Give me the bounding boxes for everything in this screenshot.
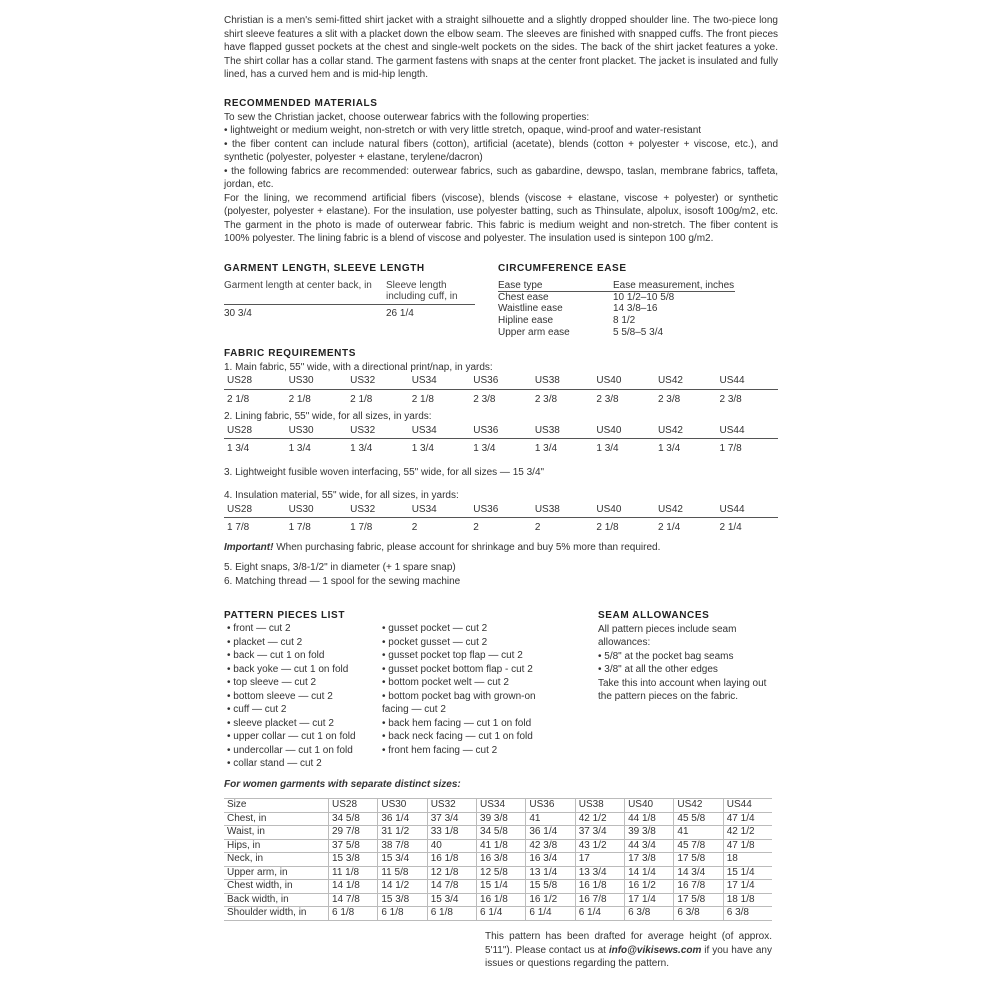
pattern-piece: • placket — cut 2 [227,636,303,648]
table-cell: 14 3/4 [674,866,723,880]
table-cell: 6 1/4 [575,907,624,921]
table-cell: 6 1/8 [378,907,427,921]
pattern-piece: • undercollar — cut 1 on fold [227,744,353,756]
yardage-row [224,518,778,535]
size-label: US34 [411,375,437,386]
yardage-value: 1 3/4 [288,443,311,454]
yardage-value: 1 3/4 [411,443,434,454]
yardage-value: 1 7/8 [227,522,250,533]
pattern-piece: • bottom pocket bag with grown-on [382,690,536,702]
measurement-row [224,812,772,826]
pattern-piece: • back hem facing — cut 1 on fold [382,717,532,729]
interfacing-text: 3. Lightweight fusible woven interfacing, 55" wide, for all sizes — 15 3/4" [224,466,545,478]
important-text: When purchasing fabric, please account for shrinkage and buy 5% more than required. [273,541,661,553]
materials-heading: RECOMMENDED MATERIALS [224,98,378,109]
table-cell: 39 3/8 [477,812,526,826]
table-cell: 45 7/8 [674,839,723,853]
table-cell: Shoulder width, in [224,907,329,921]
lining-label: 2. Lining fabric, 55" wide, for all sizes, in yards: [224,411,432,422]
table-cell: 16 3/8 [477,853,526,867]
table-cell: 14 1/4 [625,866,674,880]
length-heading: GARMENT LENGTH, SLEEVE LENGTH [224,263,425,274]
table-cell: 17 5/8 [674,893,723,907]
table-cell: 15 3/4 [378,853,427,867]
size-header-row [224,424,778,440]
table-cell: 45 5/8 [674,812,723,826]
yardage-value: 1 3/4 [657,443,681,454]
ease-section [498,262,735,339]
pieces-title: PATTERN PIECES LIST [224,610,346,621]
table-cell: 47 1/8 [723,839,772,853]
table-cell: 41 [674,826,723,840]
intro-paragraph: Christian is a men's semi-fitted shirt jacket with a straight silhouette and a slightly dropped shoulder line. The two-piece long shirt sleeve features a slit with a placket down the elbow seam. The sleeves are finished with snapped cuffs. The front pieces have flapped gusset pockets at the chest and single-welt pockets on the sides. The back of the shirt jacket features a yoke. The shirt collar has a collar stand. The garment fastens with snaps at the center front placket. The jacket is insulated and fully lined, has a curved hem and is mid-hip length. [224,15,778,80]
table-cell: 11 5/8 [378,866,427,880]
table-cell: 44 3/4 [625,839,674,853]
table-cell: US32 [427,799,476,813]
insulation-label: 4. Insulation material, 55" wide, for all sizes, in yards: [224,490,459,501]
table-cell: 16 1/2 [625,880,674,894]
ease-row [498,315,735,327]
table-cell: 36 1/4 [526,826,575,840]
ease-value: 10 1/2–10 5/8 [613,291,675,303]
table-cell: 14 7/8 [427,880,476,894]
yardage-value: 1 3/4 [534,443,558,454]
measurement-row [224,826,772,840]
materials-line: • lightweight or medium weight, non-stretch or with very little stretch, opaque, wind-proof and water-resistant [224,125,702,136]
footer-note [485,930,772,971]
size-label: US30 [288,375,314,386]
table-cell: 42 3/8 [526,839,575,853]
yardage-value: 2 1/8 [411,393,434,405]
sleeve-length-header: Sleeve length including cuff, in [386,279,458,302]
materials-line: To sew the Christian jacket, choose outerwear fabrics with the following properties: [224,111,590,123]
table-cell: Waist, in [224,826,329,840]
seam-line: Take this into account when laying out the pattern pieces on the fabric. [598,677,767,702]
yardage-value: 1 3/4 [350,443,373,454]
insulation-table [224,503,778,535]
table-cell: 6 1/8 [329,907,378,921]
seam-section [598,609,768,704]
pattern-piece: • sleeve placket — cut 2 [227,717,334,729]
yardage-value: 2 3/8 [596,393,619,405]
yardage-value: 2 [534,522,541,533]
ease-measure-header: Ease measurement, inches [613,279,735,291]
lining-table [224,424,778,456]
ease-row [498,327,735,339]
size-label: US34 [411,424,437,436]
yardage-value: 1 7/8 [288,522,311,533]
yardage-value: 2 1/8 [288,393,311,405]
table-cell: 41 1/8 [477,839,526,853]
yardage-value: 2 [411,522,418,533]
table-cell: 16 3/4 [526,853,575,867]
yardage-value: 1 3/4 [596,443,619,454]
footer-text: This pattern has been drafted for average height (of approx. 5'11"). Please contact us at [485,931,772,956]
seam-line: All pattern pieces include seam allowances: [598,623,737,648]
table-cell: 29 7/8 [329,826,378,840]
materials-section [224,97,778,246]
table-cell: 11 1/8 [329,866,378,880]
size-label: US44 [719,424,745,436]
table-cell: 42 1/2 [723,826,772,840]
size-label: US30 [288,503,314,515]
table-cell: 44 1/8 [625,812,674,826]
yardage-row [224,439,778,456]
table-cell: Upper arm, in [224,866,329,880]
table-cell: US36 [526,799,575,813]
table-cell: 14 1/8 [329,880,378,894]
table-cell: 39 3/8 [625,826,674,840]
size-label: US40 [596,375,622,386]
table-cell: 17 5/8 [674,853,723,867]
table-cell: 33 1/8 [427,826,476,840]
main-fabric-label: 1. Main fabric, 55" wide, with a directional print/nap, in yards: [224,361,493,373]
table-cell: US30 [378,799,427,813]
table-cell: US40 [625,799,674,813]
size-label: US42 [657,503,683,515]
size-label: US32 [350,503,376,515]
table-cell: 15 3/8 [329,853,378,867]
table-cell: 17 [575,853,624,867]
measurement-row [224,866,772,880]
table-cell: Chest width, in [224,880,329,894]
pattern-piece: facing — cut 2 [382,704,446,715]
table-cell: US38 [575,799,624,813]
size-label: US38 [534,375,560,386]
pieces-col-1 [227,622,377,771]
measurement-row [224,907,772,921]
materials-line: For the lining, we recommend artificial fibers (viscose), blends (viscose + elastane, viscose + polyester) or synthetic (polyester, polyester + elastane). For the insulation, use polyester batting, such as Thinsulate, alpolux, isosoft 100g/m2, etc. The garment in the photo is made of outerwear fabric. This fabric is medium weight and non-stretch. The fiber content is 100% polyester. The lining fabric is a blend of viscose and polyester. The insulation used is sintepon 100 g/m2. [224,192,778,244]
table-cell: 15 3/4 [427,893,476,907]
table-cell: 47 1/4 [723,812,772,826]
table-cell: 12 5/8 [477,866,526,880]
ease-row [498,292,735,304]
table-cell: 6 3/8 [723,907,772,921]
table-cell: 16 1/8 [427,853,476,867]
table-cell: 40 [427,839,476,853]
size-label: US36 [473,424,499,436]
table-cell: 6 1/4 [477,907,526,921]
table-cell: US44 [723,799,772,813]
size-label: US28 [227,503,253,515]
size-label: US32 [350,375,376,386]
garment-length-header: Garment length at center back, in [224,279,372,291]
pattern-piece: • back yoke — cut 1 on fold [227,663,349,675]
table-cell: Back width, in [224,893,329,907]
table-cell: 37 3/4 [427,812,476,826]
pattern-piece: • bottom pocket welt — cut 2 [382,677,509,688]
materials-line: • the following fabrics are recommended: outerwear fabrics, such as gabardine, dewspo, taslan, membrane fabrics, taffeta, jordan, etc. [224,165,778,190]
table-cell: 17 3/8 [625,853,674,867]
yardage-row [224,390,778,407]
materials-lines [224,111,778,246]
table-cell: 43 1/2 [575,839,624,853]
pattern-piece: • cuff — cut 2 [227,704,287,715]
important-label: Important! [224,541,274,553]
pattern-piece: • gusset pocket top flap — cut 2 [382,650,523,661]
yardage-value: 2 3/8 [719,393,742,405]
table-cell: Size [224,799,329,813]
size-label: US38 [534,424,560,436]
table-cell: 17 1/4 [625,893,674,907]
table-cell: 16 7/8 [575,893,624,907]
snaps-text: 5. Eight snaps, 3/8-1/2" in diameter (+ 1 spare snap) [224,562,456,573]
size-label: US44 [719,503,745,515]
important-note [224,541,778,555]
table-cell: 42 1/2 [575,812,624,826]
garment-length-value: 30 3/4 [224,307,252,319]
ease-value: 8 1/2 [613,315,636,327]
table-cell: 6 1/8 [427,907,476,921]
table-cell: 16 1/8 [575,880,624,894]
size-label: US34 [411,503,437,515]
table-cell: 37 3/4 [575,826,624,840]
measurement-row [224,893,772,907]
ease-value: 14 3/8–16 [613,303,658,315]
ease-type: Upper arm ease [498,326,570,338]
table-cell: 34 5/8 [477,826,526,840]
email-link[interactable]: info@vikisews.com [608,944,702,956]
table-cell: Chest, in [224,812,329,826]
size-label: US30 [288,424,314,436]
pattern-piece: • front hem facing — cut 2 [382,744,498,756]
size-label: US32 [350,424,376,436]
size-label: US40 [596,424,622,436]
table-cell: 16 1/2 [526,893,575,907]
table-cell: 34 5/8 [329,812,378,826]
table-cell: 6 1/4 [526,907,575,921]
women-heading: For women garments with separate distinct sizes: [224,779,461,790]
size-label: US44 [719,375,745,386]
ease-type: Hipline ease [498,315,554,327]
table-cell: 13 3/4 [575,866,624,880]
size-header-row [224,374,778,390]
table-cell: 17 1/4 [723,880,772,894]
ease-row [498,303,735,315]
table-cell: 14 7/8 [329,893,378,907]
pattern-piece: • gusset pocket bottom flap - cut 2 [382,663,533,675]
pattern-piece: • back — cut 1 on fold [227,650,325,661]
measurement-row [224,839,772,853]
table-cell: 6 3/8 [674,907,723,921]
ease-value: 5 5/8–5 3/4 [613,326,664,338]
size-label: US42 [657,424,683,436]
size-header-row [224,503,778,519]
pattern-piece: • collar stand — cut 2 [227,758,322,769]
yardage-value: 1 3/4 [473,443,496,454]
table-cell: US28 [329,799,378,813]
footer-text-end: if you have any issues or questions regarding the pattern. [485,944,772,969]
pattern-piece: • gusset pocket — cut 2 [382,623,488,634]
table-cell: 15 1/4 [723,866,772,880]
table-cell: 41 [526,812,575,826]
yardage-value: 1 3/4 [227,443,250,454]
table-cell: 15 3/8 [378,893,427,907]
pieces-heading [224,609,345,623]
seam-heading: SEAM ALLOWANCES [598,610,710,621]
yardage-value: 1 7/8 [719,443,742,454]
table-cell: US42 [674,799,723,813]
sleeve-length-value: 26 1/4 [386,307,414,319]
pattern-piece: • pocket gusset — cut 2 [382,636,488,648]
size-label: US38 [534,503,560,515]
measurement-row [224,853,772,867]
materials-line: • the fiber content can include natural fibers (cotton), artificial (acetate), blends (cotton + polyester + viscose, etc.), and synthetic (polyester, polyester + elastane, terylene/dacron) [224,138,778,163]
yardage-value: 2 [473,522,479,533]
table-cell: 18 1/8 [723,893,772,907]
table-cell: 18 [723,853,772,867]
table-cell: 36 1/4 [378,812,427,826]
yardage-value: 2 1/8 [227,393,250,405]
yardage-value: 2 1/4 [719,522,742,533]
length-section [224,262,475,320]
yardage-value: 2 3/8 [534,393,558,405]
size-label: US36 [473,503,499,515]
main-fabric-table [224,374,778,406]
yardage-value: 2 1/8 [596,522,619,533]
yardage-value: 2 1/4 [657,522,681,533]
pattern-piece: • bottom sleeve — cut 2 [227,690,333,702]
ease-type-header: Ease type [498,279,543,291]
yardage-value: 2 3/8 [473,393,496,405]
size-label: US42 [657,375,683,386]
seam-line: • 3/8" at all the other edges [598,664,718,675]
fabric-section [224,347,778,588]
yardage-value: 2 1/8 [350,393,373,405]
size-label: US36 [473,375,499,386]
table-cell: 31 1/2 [378,826,427,840]
pieces-col-2 [382,622,562,757]
ease-type: Waistline ease [498,303,563,315]
pattern-piece: • top sleeve — cut 2 [227,677,317,688]
size-label: US28 [227,375,253,386]
size-label: US28 [227,424,253,436]
seam-line: • 5/8" at the pocket bag seams [598,650,734,662]
pattern-piece: • front — cut 2 [227,623,291,634]
table-cell: 14 1/2 [378,880,427,894]
pattern-piece: • back neck facing — cut 1 on fold [382,731,533,742]
ease-type: Chest ease [498,291,549,303]
table-cell: 16 1/8 [477,893,526,907]
table-cell: 15 1/4 [477,880,526,894]
yardage-value: 2 3/8 [657,393,681,405]
table-cell: Hips, in [224,839,329,853]
pattern-piece: • upper collar — cut 1 on fold [227,731,356,742]
table-cell: 15 5/8 [526,880,575,894]
table-cell: 37 5/8 [329,839,378,853]
thread-text: 6. Matching thread — 1 spool for the sewing machine [224,575,461,587]
table-cell: Neck, in [224,853,329,867]
ease-heading: CIRCUMFERENCE EASE [498,263,627,274]
size-label: US40 [596,503,622,515]
table-cell: 38 7/8 [378,839,427,853]
table-cell: 12 1/8 [427,866,476,880]
table-cell: 16 7/8 [674,880,723,894]
table-cell: 13 1/4 [526,866,575,880]
measurement-row [224,880,772,894]
fabric-heading: FABRIC REQUIREMENTS [224,348,356,359]
yardage-value: 1 7/8 [350,522,373,533]
table-cell: US34 [477,799,526,813]
size-header-row [224,799,772,813]
women-size-table [224,798,772,921]
table-cell: 6 3/8 [625,907,674,921]
